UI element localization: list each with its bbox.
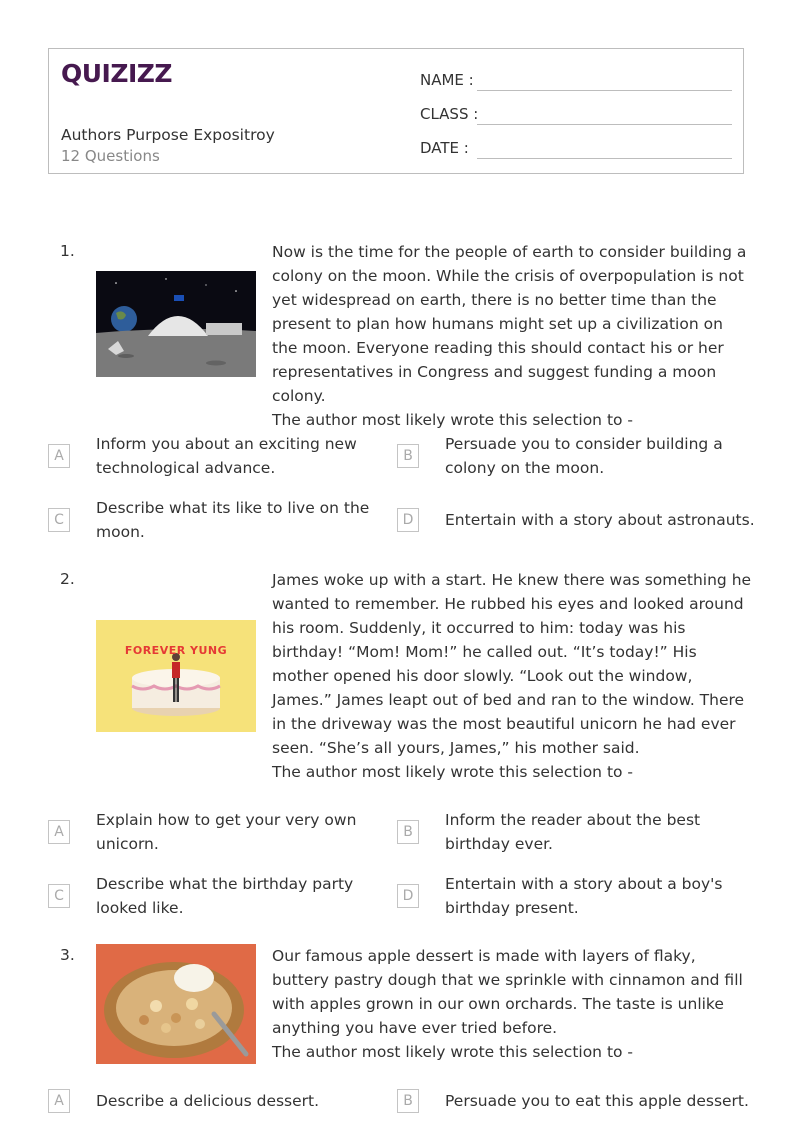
question-passage bbox=[272, 240, 752, 432]
class-line bbox=[477, 124, 732, 125]
option-letter: B bbox=[397, 820, 419, 844]
moon-colony-image bbox=[96, 271, 256, 377]
question-prompt: The author most likely wrote this selection to - bbox=[272, 1043, 634, 1061]
option-letter: A bbox=[48, 1089, 70, 1113]
answer-option[interactable]: Inform you about an exciting new technological advance. bbox=[96, 435, 357, 477]
option-letter: D bbox=[397, 884, 419, 908]
option-letter: B bbox=[397, 1089, 419, 1113]
option-letter: A bbox=[48, 444, 70, 468]
answer-option[interactable]: Persuade you to consider building a colony on the moon. bbox=[445, 435, 723, 477]
answer-option[interactable]: Entertain with a story about a boy's birthday present. bbox=[445, 875, 723, 917]
date-field[interactable] bbox=[420, 135, 732, 159]
option-letter: B bbox=[397, 444, 419, 468]
class-label: CLASS : bbox=[420, 105, 479, 123]
question-prompt: The author most likely wrote this selection to - bbox=[272, 411, 634, 429]
question-count: 12 Questions bbox=[61, 147, 160, 165]
answer-option[interactable]: Describe what the birthday party looked like. bbox=[96, 875, 354, 917]
birthday-cake-image bbox=[96, 620, 256, 732]
answer-option[interactable]: Describe what its like to live on the moon. bbox=[96, 499, 370, 541]
answer-option[interactable]: Persuade you to eat this apple dessert. bbox=[445, 1092, 749, 1110]
cake-label: FOREVER YUNG bbox=[124, 644, 228, 657]
worksheet-header bbox=[48, 48, 744, 174]
question-passage bbox=[272, 568, 752, 784]
date-label: DATE : bbox=[420, 139, 469, 157]
answer-option[interactable]: Explain how to get your very own unicorn. bbox=[96, 811, 357, 853]
option-letter: C bbox=[48, 884, 70, 908]
option-letter: D bbox=[397, 508, 419, 532]
question-number: 2. bbox=[60, 570, 75, 588]
apple-dessert-image bbox=[96, 944, 256, 1064]
question-number: 3. bbox=[60, 946, 75, 964]
option-letter: C bbox=[48, 508, 70, 532]
option-letter: A bbox=[48, 820, 70, 844]
question-passage bbox=[272, 944, 752, 1064]
passage-text: Our famous apple dessert is made with layers of flaky, buttery pastry dough that we sprinkle with cinnamon and fill with apples grown in our own orchards. The taste is unlike anything you have ever tried before. bbox=[272, 947, 743, 1037]
date-line bbox=[477, 158, 732, 159]
answer-option[interactable]: Describe a delicious dessert. bbox=[96, 1092, 320, 1110]
passage-text: Now is the time for the people of earth to consider building a colony on the moon. While the crisis of overpopulation is not yet widespread on earth, there is no better time than the present to plan how humans might set up a civilization on the moon. Everyone reading this should contact his or her representatives in Congress and suggest funding a moon colony. bbox=[272, 243, 747, 405]
quizizz-logo: QUIZIZZ bbox=[61, 59, 173, 88]
name-field[interactable] bbox=[420, 67, 732, 91]
answer-option[interactable]: Entertain with a story about astronauts. bbox=[445, 511, 755, 529]
name-line bbox=[477, 90, 732, 91]
answer-option[interactable]: Inform the reader about the best birthday ever. bbox=[445, 811, 701, 853]
name-label: NAME : bbox=[420, 71, 474, 89]
question-prompt: The author most likely wrote this selection to - bbox=[272, 763, 634, 781]
worksheet-title: Authors Purpose Expositroy bbox=[61, 126, 275, 144]
question-number: 1. bbox=[60, 242, 75, 260]
passage-text: James woke up with a start. He knew there was something he wanted to remember. He rubbed his eyes and looked around his room. Suddenly, it occurred to him: today was his birthday! “Mom! Mom!” he called out. “It’s today!” His mother opened his door slowly. “Look out the window, James.” James leapt out of bed and ran to the window. There in the driveway was the most beautiful unicorn he had ever seen. “She’s all yours, James,” his mother said. bbox=[272, 571, 752, 757]
class-field[interactable] bbox=[420, 101, 732, 125]
